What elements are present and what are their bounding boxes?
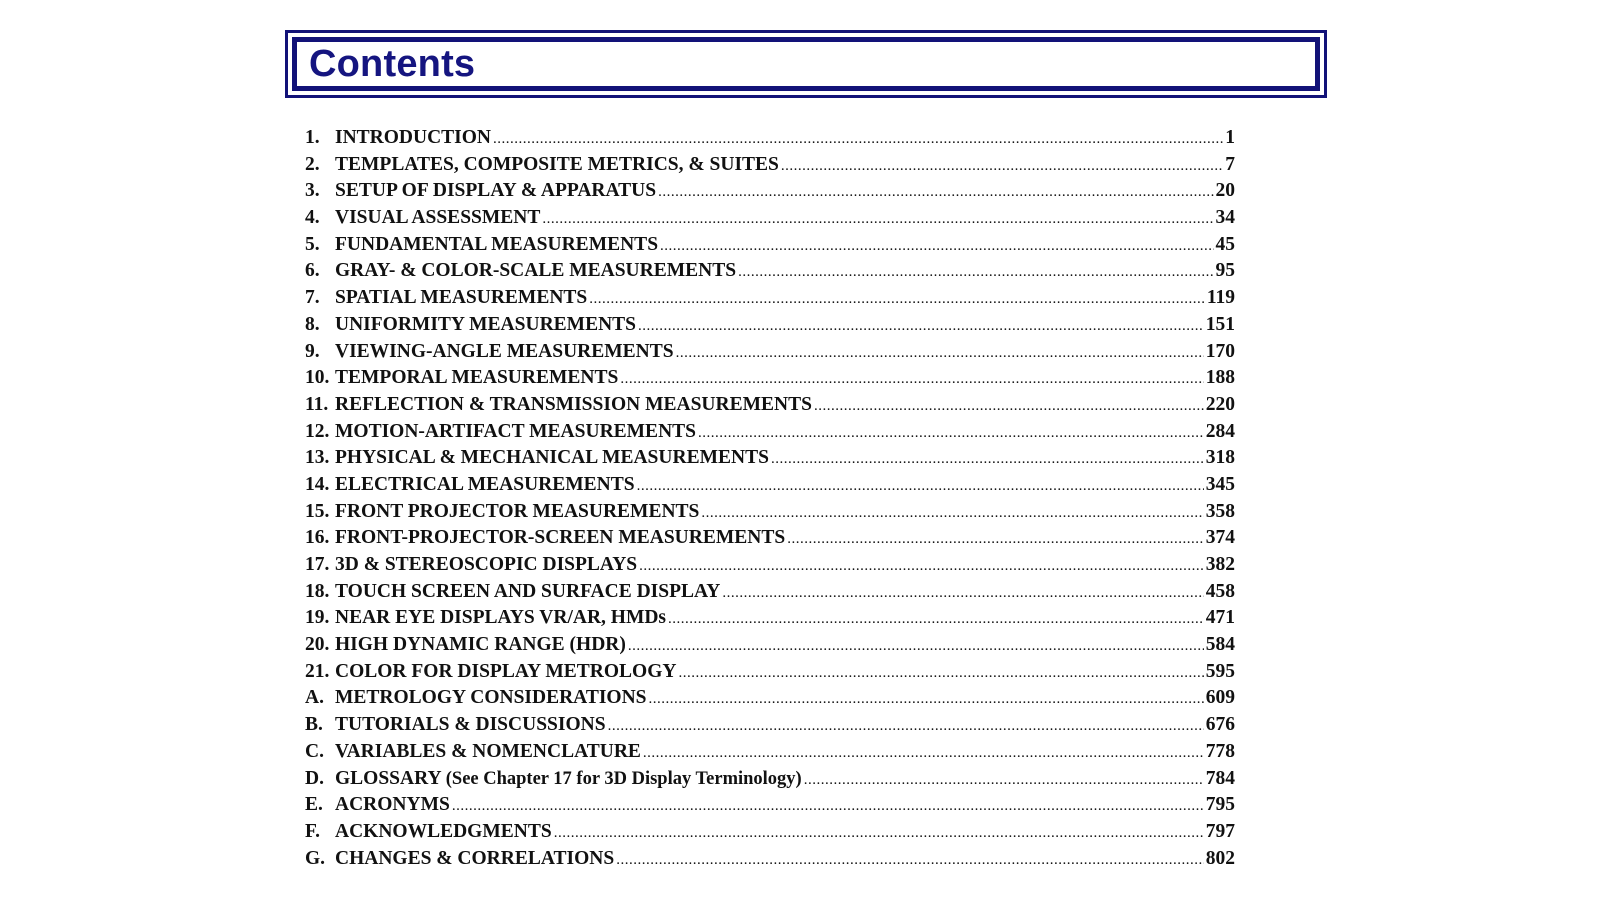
toc-number: 3. — [305, 180, 320, 202]
toc-dot-leader — [658, 179, 1213, 206]
toc-entry-16[interactable] — [305, 525, 1235, 552]
toc-entry-13[interactable] — [305, 445, 1235, 472]
toc-dot-leader — [781, 153, 1223, 180]
toc-number: 19. — [305, 607, 330, 629]
toc-title: VIEWING-ANGLE MEASUREMENTS — [335, 340, 674, 362]
toc-page-number: 458 — [1205, 580, 1235, 602]
toc-number: F. — [305, 820, 320, 842]
toc-title: UNIFORMITY MEASUREMENTS — [335, 313, 637, 335]
toc-entry-5[interactable] — [305, 232, 1235, 259]
toc-number: B. — [305, 714, 323, 736]
toc-number: 20. — [305, 634, 330, 656]
toc-dot-leader — [542, 206, 1213, 233]
toc-title: FRONT PROJECTOR MEASUREMENTS — [335, 500, 700, 522]
toc-dot-leader — [722, 580, 1203, 607]
toc-dot-leader — [668, 606, 1204, 633]
toc-dot-leader — [649, 686, 1204, 713]
toc-page-number: 220 — [1205, 393, 1235, 415]
toc-entry-2[interactable] — [305, 152, 1235, 179]
toc-page-number: 609 — [1205, 687, 1235, 709]
toc-page-number: 595 — [1205, 660, 1235, 682]
toc-entry-8[interactable] — [305, 312, 1235, 339]
toc-page-number: 802 — [1205, 847, 1235, 869]
toc-title: ELECTRICAL MEASUREMENTS — [335, 473, 635, 495]
toc-page-number: 345 — [1205, 473, 1235, 495]
toc-title: VARIABLES & NOMENCLATURE — [335, 740, 641, 762]
toc-title: MOTION-ARTIFACT MEASUREMENTS — [335, 420, 696, 442]
toc-page-number: 95 — [1215, 260, 1235, 282]
toc-dot-leader — [638, 313, 1204, 340]
toc-dot-leader — [787, 526, 1204, 553]
toc-title: TEMPLATES, COMPOSITE METRICS, & SUITES — [335, 153, 779, 175]
toc-dot-leader — [639, 553, 1204, 580]
contents-header-box — [285, 30, 1327, 98]
toc-entry-14[interactable] — [305, 472, 1235, 499]
toc-entry-d[interactable] — [305, 766, 1235, 793]
toc-dot-leader — [676, 340, 1204, 367]
toc-page-number: 778 — [1205, 740, 1235, 762]
toc-number: 1. — [305, 127, 320, 148]
toc-title: METROLOGY CONSIDERATIONS — [335, 687, 647, 709]
toc-entry-c[interactable] — [305, 739, 1235, 766]
toc-title: ACKNOWLEDGMENTS — [335, 820, 552, 842]
toc-dot-leader — [637, 473, 1204, 500]
toc-number: 4. — [305, 207, 320, 229]
toc-number: 21. — [305, 660, 330, 682]
toc-title: TOUCH SCREEN AND SURFACE DISPLAY — [335, 580, 721, 602]
toc-title: ACRONYMS — [335, 794, 450, 816]
toc-page-number: 34 — [1215, 207, 1235, 229]
toc-title-main: GLOSSARY — [335, 767, 441, 789]
toc-dot-leader — [771, 446, 1204, 473]
toc-entry-20[interactable] — [305, 632, 1235, 659]
toc-entry-3[interactable] — [305, 178, 1235, 205]
toc-number: E. — [305, 794, 323, 816]
toc-page-number: 471 — [1205, 607, 1235, 629]
toc-title: INTRODUCTION — [335, 127, 492, 148]
toc-entry-19[interactable] — [305, 605, 1235, 632]
toc-title: COLOR FOR DISPLAY METROLOGY — [335, 660, 677, 682]
toc-entry-18[interactable] — [305, 579, 1235, 606]
toc-title: GRAY- & COLOR-SCALE MEASUREMENTS — [335, 260, 737, 282]
toc-number: 14. — [305, 473, 330, 495]
toc-number: 6. — [305, 260, 320, 282]
toc-number: 17. — [305, 554, 330, 575]
toc-title — [335, 766, 802, 793]
toc-entry-4[interactable] — [305, 205, 1235, 232]
toc-dot-leader — [608, 713, 1204, 740]
toc-number: 18. — [305, 580, 330, 602]
toc-dot-leader — [628, 633, 1204, 660]
toc-entry-12[interactable] — [305, 419, 1235, 446]
toc-page-number: 584 — [1205, 634, 1235, 656]
toc-page-number: 374 — [1205, 527, 1235, 549]
page-title: Contents — [309, 43, 476, 85]
toc-entry-7[interactable] — [305, 285, 1235, 312]
toc-dot-leader — [620, 366, 1203, 393]
toc-title: FRONT-PROJECTOR-SCREEN MEASUREMENTS — [335, 527, 786, 549]
toc-number: 8. — [305, 313, 320, 335]
toc-dot-leader — [554, 820, 1204, 847]
toc-entry-b[interactable] — [305, 712, 1235, 739]
toc-number: 13. — [305, 447, 330, 469]
toc-dot-leader — [452, 793, 1204, 820]
toc-entry-g[interactable] — [305, 846, 1235, 873]
toc-page-number: 1 — [1225, 127, 1235, 148]
toc-dot-leader — [660, 233, 1213, 260]
toc-page-number: 170 — [1205, 340, 1235, 362]
toc-title: CHANGES & CORRELATIONS — [335, 847, 615, 869]
toc-number: A. — [305, 687, 324, 709]
toc-dot-leader — [493, 126, 1223, 153]
toc-number: 10. — [305, 367, 330, 389]
toc-page-number: 188 — [1205, 367, 1235, 389]
toc-title: PHYSICAL & MECHANICAL MEASUREMENTS — [335, 447, 769, 469]
toc-number: 16. — [305, 527, 330, 549]
toc-entry-17[interactable] — [305, 552, 1235, 579]
toc-page-number: 795 — [1205, 794, 1235, 816]
toc-number: 2. — [305, 153, 320, 175]
toc-dot-leader — [738, 259, 1213, 286]
toc-dot-leader — [643, 740, 1204, 767]
toc-entry-a[interactable] — [305, 685, 1235, 712]
toc-page-number: 358 — [1205, 500, 1235, 522]
toc-entry-21[interactable] — [305, 659, 1235, 686]
toc-dot-leader — [698, 420, 1204, 447]
toc-page-number: 119 — [1206, 287, 1235, 309]
toc-entry-1[interactable] — [305, 125, 1235, 152]
toc-dot-leader — [616, 847, 1204, 874]
toc-entry-e[interactable] — [305, 792, 1235, 819]
toc-page-number: 20 — [1215, 180, 1235, 202]
toc-dot-leader — [701, 500, 1203, 527]
toc-page-number: 382 — [1205, 554, 1235, 575]
toc-entry-f[interactable] — [305, 819, 1235, 846]
toc-page-number: 7 — [1225, 153, 1235, 175]
toc-title: TEMPORAL MEASUREMENTS — [335, 367, 619, 389]
toc-title: TUTORIALS & DISCUSSIONS — [335, 714, 606, 736]
toc-title: SETUP OF DISPLAY & APPARATUS — [335, 180, 657, 202]
toc-title: HIGH DYNAMIC RANGE (HDR) — [335, 634, 626, 656]
toc-number: 5. — [305, 233, 320, 255]
toc-title: REFLECTION & TRANSMISSION MEASUREMENTS — [335, 393, 812, 415]
toc-page-number: 797 — [1205, 820, 1235, 842]
toc-entry-9[interactable] — [305, 339, 1235, 366]
toc-title: 3D & STEREOSCOPIC DISPLAYS — [335, 554, 638, 575]
toc-number: 7. — [305, 287, 320, 309]
toc-title-subtitle: (See Chapter 17 for 3D Display Terminology) — [445, 768, 802, 789]
toc-entry-11[interactable] — [305, 392, 1235, 419]
toc-page-number: 676 — [1205, 714, 1235, 736]
toc-dot-leader — [589, 286, 1205, 313]
toc-dot-leader — [804, 767, 1204, 794]
toc-page-number: 318 — [1205, 447, 1235, 469]
toc-number: D. — [305, 767, 324, 789]
toc-number: 11. — [305, 393, 329, 415]
toc-title: FUNDAMENTAL MEASUREMENTS — [335, 233, 659, 255]
toc-title: NEAR EYE DISPLAYS VR/AR, HMDs — [335, 607, 667, 629]
toc-dot-leader — [678, 660, 1203, 687]
toc-number: G. — [305, 847, 326, 869]
toc-number: 9. — [305, 340, 320, 362]
toc-number: C. — [305, 740, 324, 762]
toc-page-number: 284 — [1205, 420, 1235, 442]
toc-page-number: 45 — [1215, 233, 1235, 255]
toc-entry-10[interactable] — [305, 365, 1235, 392]
toc-entry-6[interactable] — [305, 258, 1235, 285]
toc-page-number: 151 — [1205, 313, 1235, 335]
toc-dot-leader — [814, 393, 1204, 420]
toc-title: VISUAL ASSESSMENT — [335, 207, 541, 229]
toc-entry-15[interactable] — [305, 499, 1235, 526]
contents-header-inner — [292, 37, 1320, 91]
table-of-contents — [305, 125, 1235, 872]
toc-number: 12. — [305, 420, 330, 442]
toc-title: SPATIAL MEASUREMENTS — [335, 287, 588, 309]
toc-number: 15. — [305, 500, 330, 522]
toc-page-number: 784 — [1205, 767, 1235, 789]
